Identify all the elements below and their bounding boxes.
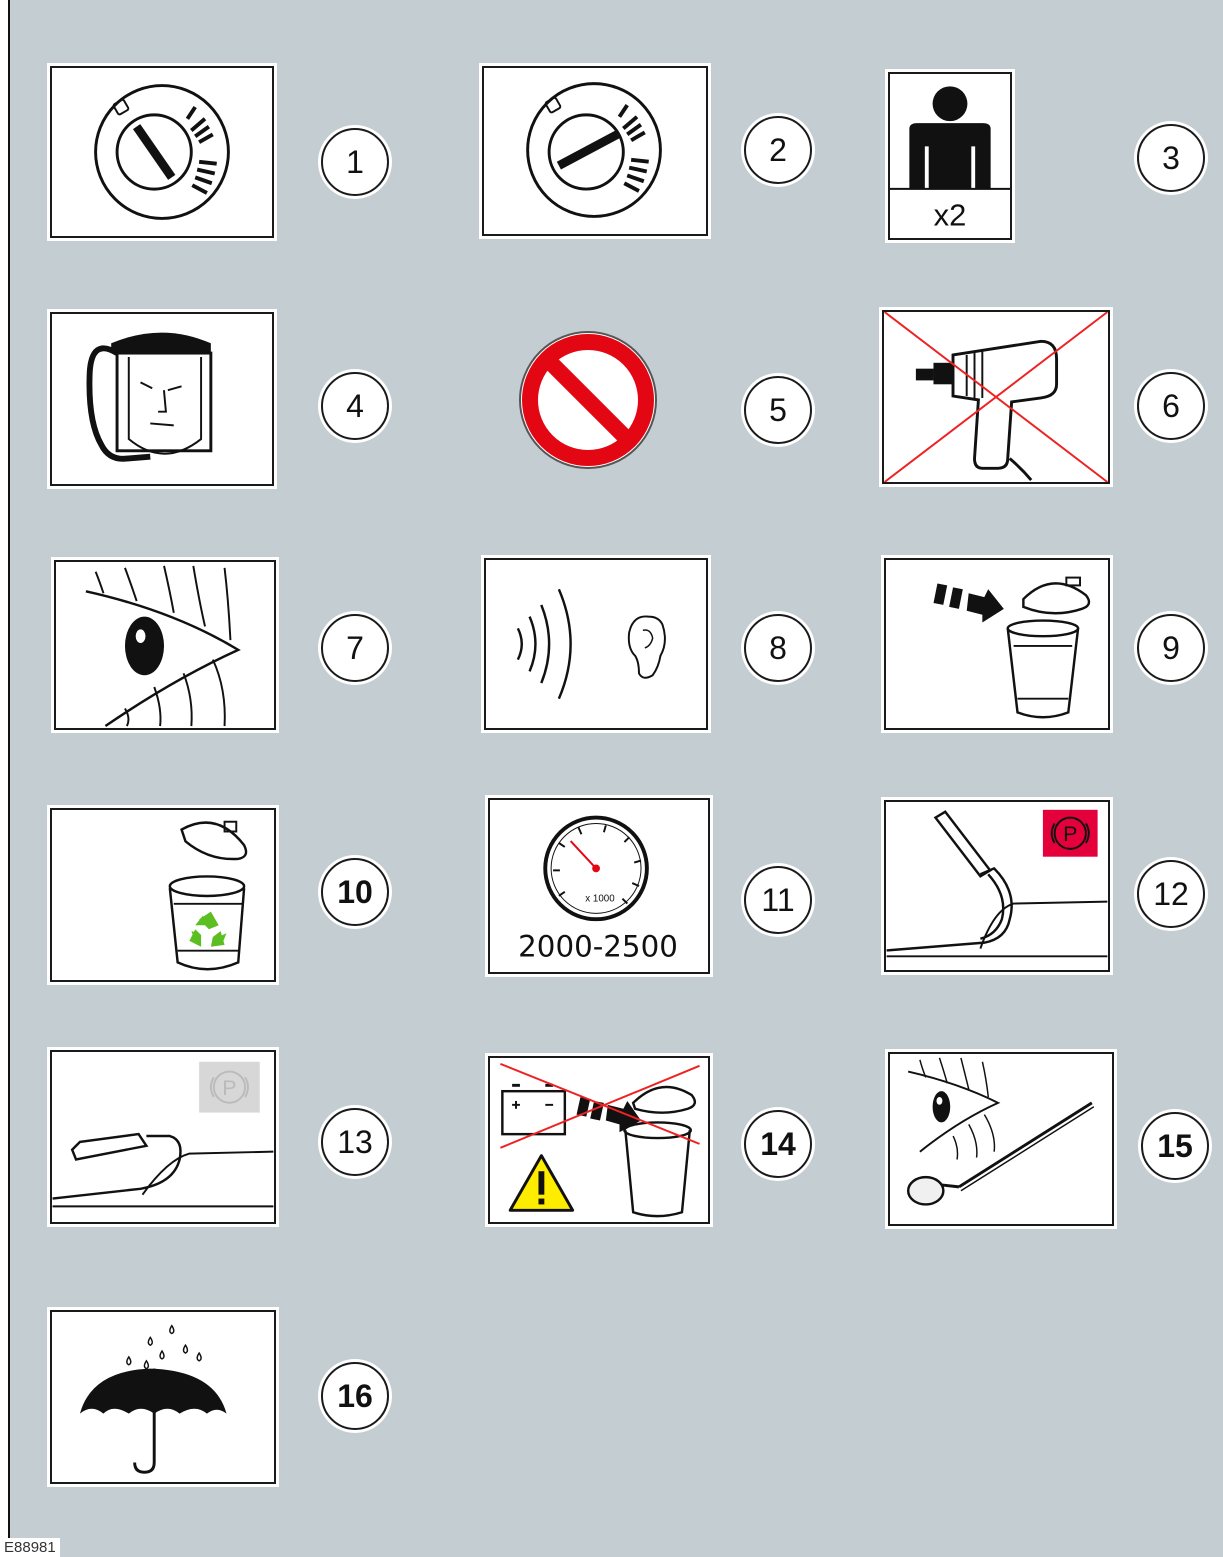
callout-8 [744, 614, 812, 682]
inspection-mirror-icon [890, 1054, 1112, 1224]
ignition-key-on-icon [484, 68, 706, 234]
callout-number: 16 [337, 1377, 373, 1414]
recycle-symbol [189, 912, 226, 947]
battery-disposal-warning-icon [490, 1058, 708, 1222]
callout-11 [744, 866, 812, 934]
quantity-caption: x2 [933, 197, 967, 233]
symbol-panel-14 [488, 1056, 710, 1224]
symbol-panel-15 [888, 1052, 1114, 1226]
callout-number: 5 [769, 391, 787, 428]
callout-6 [1137, 372, 1205, 440]
callout-12 [1137, 860, 1205, 928]
parking-brake-applied-icon [886, 802, 1108, 970]
callout-4 [321, 372, 389, 440]
tachometer-icon [490, 800, 708, 972]
callout-number: 12 [1153, 875, 1189, 912]
parking-badge-letter: P [1063, 822, 1078, 847]
symbol-panel-5 [518, 330, 658, 470]
symbol-panel-6 [882, 310, 1110, 484]
callout-9 [1137, 614, 1205, 682]
callout-number: 15 [1157, 1127, 1193, 1164]
ignition-key-off-icon [52, 68, 272, 236]
symbol-panel-2 [482, 66, 708, 236]
face-shield-icon [52, 314, 272, 484]
callout-10 [321, 858, 389, 926]
symbol-sheet [8, 0, 1223, 1557]
callout-2 [744, 116, 812, 184]
callout-number: 10 [337, 873, 373, 910]
symbol-panel-12 [884, 800, 1110, 972]
callout-number: 6 [1162, 387, 1180, 424]
callout-13 [321, 1108, 389, 1176]
callout-3 [1137, 124, 1205, 192]
figure-reference-code: E88981 [0, 1538, 60, 1557]
discard-component-icon [886, 560, 1108, 728]
parking-badge-letter: P [222, 1075, 237, 1100]
prohibited-icon [518, 330, 658, 470]
rpm-range-caption: 2000-2500 [518, 929, 678, 964]
callout-5 [744, 376, 812, 444]
symbol-panel-7 [54, 560, 276, 730]
callout-number: 8 [769, 629, 787, 666]
symbol-panel-3 [888, 72, 1012, 240]
callout-15 [1141, 1112, 1209, 1180]
callout-number: 4 [346, 387, 364, 424]
gauge-unit-label: x 1000 [585, 893, 615, 905]
recycle-bin-icon [52, 810, 274, 980]
symbol-panel-9 [884, 558, 1110, 730]
visual-inspection-icon [56, 562, 274, 728]
parking-brake-released-icon [52, 1052, 274, 1222]
callout-number: 7 [346, 629, 364, 666]
symbol-panel-10 [50, 808, 276, 982]
symbol-panel-8 [484, 558, 708, 730]
symbol-panel-13 [50, 1050, 276, 1224]
callout-number: 3 [1162, 139, 1180, 176]
keep-dry-umbrella-icon [52, 1312, 274, 1482]
callout-number: 1 [346, 143, 364, 180]
no-impact-wrench-icon [884, 312, 1108, 482]
symbol-panel-11 [488, 798, 710, 974]
callout-number: 11 [761, 881, 795, 918]
callout-number: 9 [1162, 629, 1180, 666]
callout-number: 13 [337, 1123, 373, 1160]
callout-16 [321, 1362, 389, 1430]
symbol-panel-1 [50, 66, 274, 238]
callout-1 [321, 128, 389, 196]
callout-7 [321, 614, 389, 682]
two-persons-required-icon [890, 74, 1010, 238]
callout-number: 2 [769, 131, 787, 168]
listen-for-noise-icon [486, 560, 706, 728]
symbol-panel-16 [50, 1310, 276, 1484]
callout-14 [744, 1110, 812, 1178]
symbol-panel-4 [50, 312, 274, 486]
callout-number: 14 [760, 1125, 796, 1162]
